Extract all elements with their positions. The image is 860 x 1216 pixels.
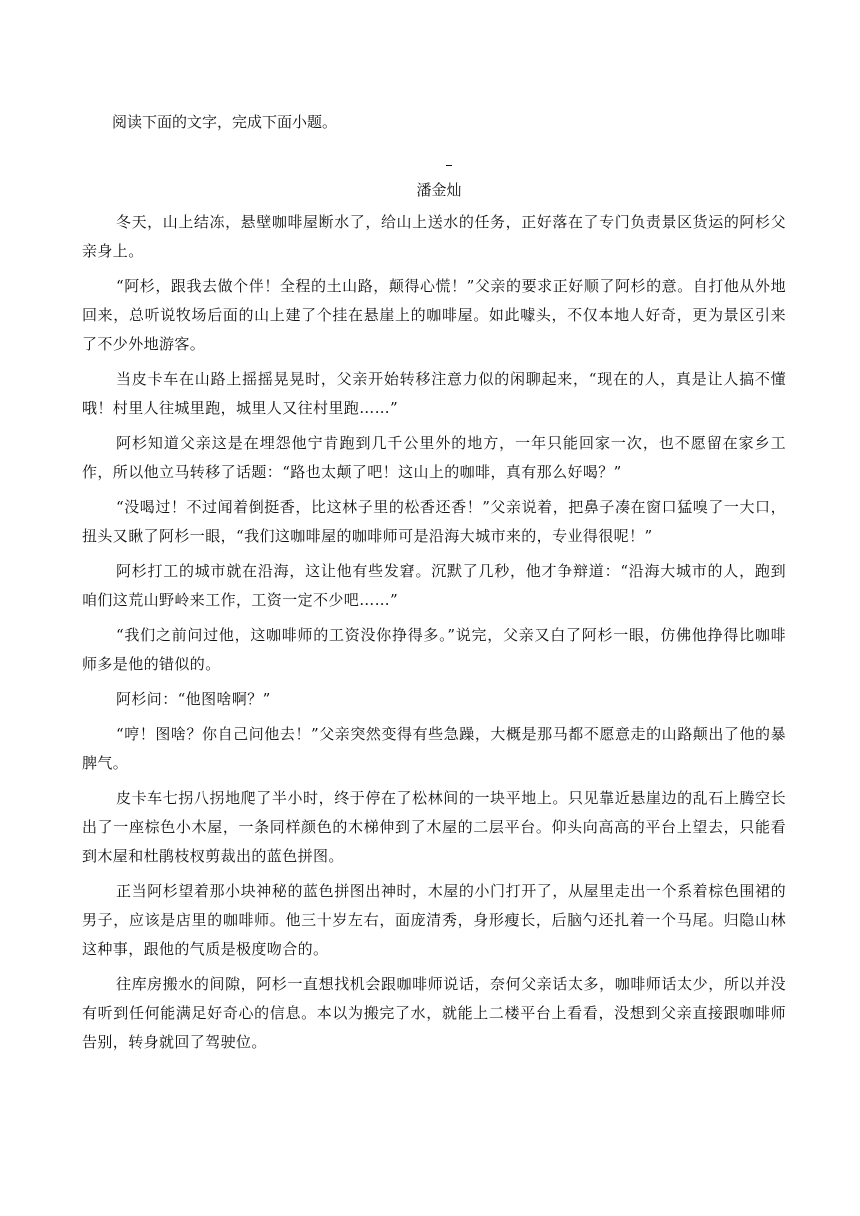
instruction-text: 阅读下面的文字，完成下面小题。: [112, 113, 338, 131]
paragraph: “哼！图啥？你自己问他去！”父亲突然变得有些急躁，大概是那马都不愿意走的山路颠出了他的暴脾气。: [82, 725, 786, 772]
author-name: 潘金灿: [416, 181, 462, 199]
paragraph: “没喝过！不过闻着倒挺香，比这林子里的松香还香！”父亲说着，把鼻子凑在窗口猛嗅了一大口，扭头又瞅了阿杉一眼，“我们这咖啡屋的咖啡师可是沿海大城市来的，专业得很呢！”: [82, 498, 786, 545]
paragraph: “阿杉，跟我去做个伴！全程的土山路，颠得心慌！”父亲的要求正好顺了阿杉的意。自打他从外地回来，总听说牧场后面的山上建了个挂在悬崖上的咖啡屋。如此噱头，不仅本地人好奇，更为景区引来了不少外地游客。: [82, 277, 786, 353]
article-body: [82, 208, 786, 1057]
paragraph: “我们之前问过他，这咖啡师的工资没你挣得多。”说完，父亲又白了阿杉一眼，仿佛他挣得比咖啡师多是他的错似的。: [82, 626, 786, 673]
title-placeholder: [82, 156, 786, 172]
paragraph: 阿杉知道父亲这是在埋怨他宁肯跑到几千公里外的地方，一年只能回家一次，也不愿留在家乡工作，所以他立马转移了话题：“路也太颠了吧！这山上的咖啡，真有那么好喝？”: [82, 434, 786, 481]
paragraph: 皮卡车七拐八拐地爬了半小时，终于停在了松林间的一块平地上。只见靠近悬崖边的乱石上腾空长出了一座棕色小木屋，一条同样颜色的木梯伸到了木屋的二层平台。仰头向高高的平台上望去，只能看到木屋和杜鹃枝杈剪裁出的蓝色拼图。: [82, 789, 786, 865]
paragraph: 正当阿杉望着那小块神秘的蓝色拼图出神时，木屋的小门打开了，从屋里走出一个系着棕色围裙的男子，应该是店里的咖啡师。他三十岁左右，面庞清秀，身形瘦长，后脑勺还扎着一个马尾。归隐山林这种事，跟他的气质是极度吻合的。: [82, 882, 786, 958]
paragraph: 往库房搬水的间隙，阿杉一直想找机会跟咖啡师说话，奈何父亲话太多，咖啡师话太少，所以并没有听到任何能满足好奇心的信息。本以为搬完了水，就能上二楼平台上看看，没想到父亲直接跟咖啡师告别，转身就回了驾驶位。: [82, 975, 786, 1051]
title-underline: [446, 165, 452, 166]
paragraph: 冬天，山上结冻，悬壁咖啡屋断水了，给山上送水的任务，正好落在了专门负责景区货运的阿杉父亲身上。: [82, 213, 786, 260]
paragraph: 阿杉问：“他图啥啊？”: [116, 690, 271, 708]
paragraph: 阿杉打工的城市就在沿海，这让他有些发窘。沉默了几秒，他才争辩道：“沿海大城市的人，跑到咱们这荒山野岭来工作，工资一定不少吧……”: [82, 562, 786, 609]
paragraph: 当皮卡车在山路上摇摇晃晃时，父亲开始转移注意力似的闲聊起来，“现在的人，真是让人搞不懂哦！村里人往城里跑，城里人又往村里跑……”: [82, 370, 786, 417]
